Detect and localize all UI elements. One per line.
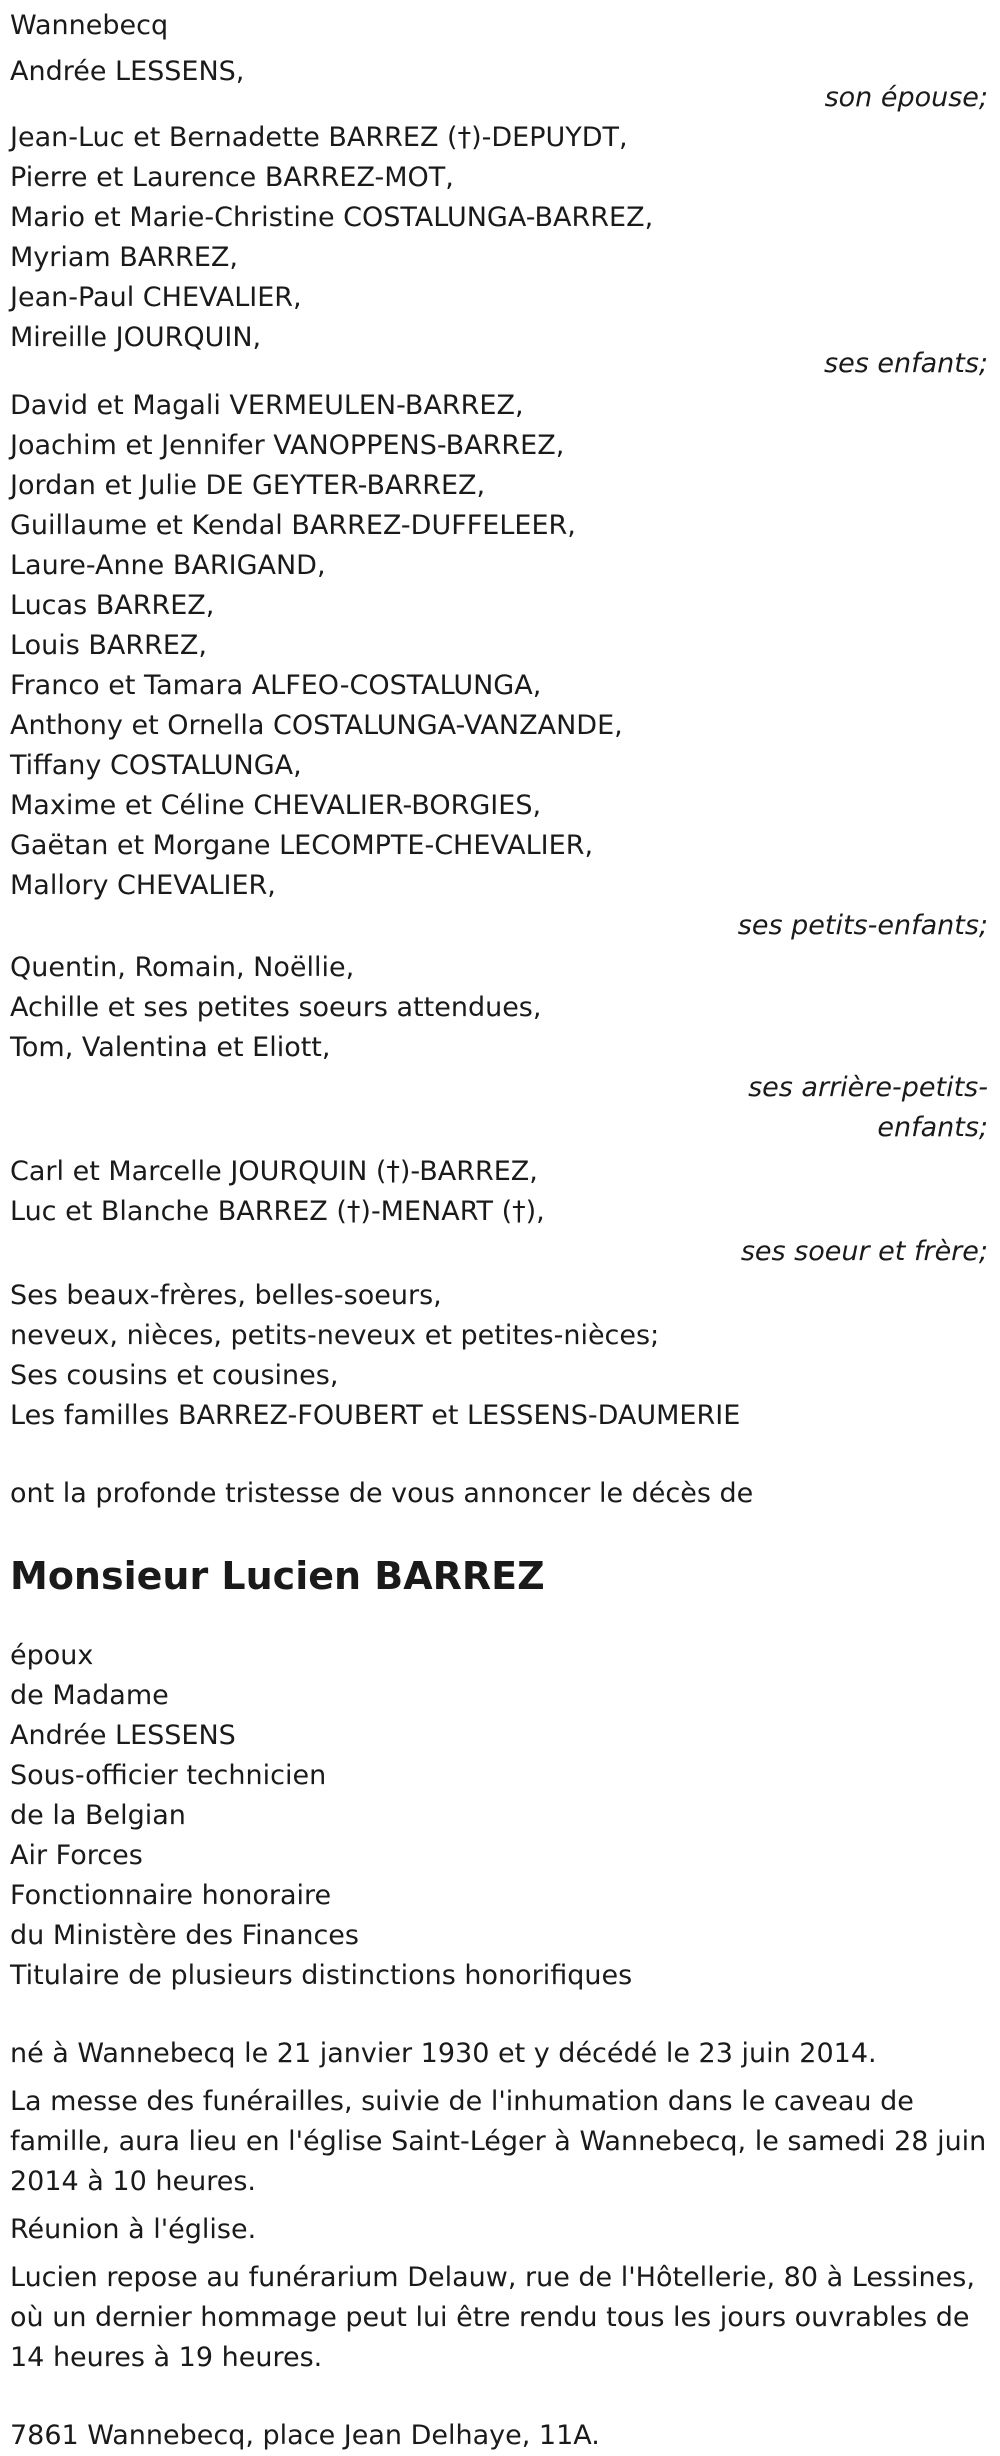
repose-info: Lucien repose au funérarium Delauw, rue de l'Hôtellerie, 80 à Lessines, où un dernier hommage peut lui être rendu tous les jours ouvrables de 14 heures à 19 heures.	[10, 2262, 975, 2373]
title-line: de la Belgian	[10, 1800, 186, 1831]
title-line: Fonctionnaire honoraire	[10, 1880, 332, 1911]
titles-block	[10, 1636, 988, 1996]
other-relatives: Ses beaux-frères, belles-soeurs,	[10, 1280, 442, 1311]
great-grandchild-name: Achille et ses petites soeurs attendues,	[10, 992, 542, 1023]
child-name: Jean-Luc et Bernadette BARREZ (†)-DEPUYDT,	[10, 122, 628, 153]
grandchildren-block	[10, 386, 988, 946]
other-relatives: neveux, nièces, petits-neveux et petites-nièces;	[10, 1320, 660, 1351]
grandchild-name: Jordan et Julie DE GEYTER-BARREZ,	[10, 470, 486, 501]
grandchild-name: Maxime et Céline CHEVALIER-BORGIES,	[10, 790, 542, 821]
sibling-name: Luc et Blanche BARREZ (†)-MENART (†),	[10, 1196, 545, 1227]
child-name: Mario et Marie-Christine COSTALUNGA-BARREZ,	[10, 202, 654, 233]
title-line: du Ministère des Finances	[10, 1920, 359, 1951]
grandchild-name: Mallory CHEVALIER,	[10, 870, 276, 901]
grandchild-name: Franco et Tamara ALFEO-COSTALUNGA,	[10, 670, 542, 701]
other-relatives: Ses cousins et cousines,	[10, 1360, 339, 1391]
title-line: Sous-officier technicien	[10, 1760, 327, 1791]
title-line: de Madame	[10, 1680, 169, 1711]
great-grandchildren-role-line2: enfants;	[877, 1112, 988, 1143]
great-grandchild-name: Quentin, Romain, Noëllie,	[10, 952, 355, 983]
grandchild-name: Tiffany COSTALUNGA,	[10, 750, 302, 781]
grandchild-name: Joachim et Jennifer VANOPPENS-BARREZ,	[10, 430, 565, 461]
grandchildren-role: ses petits-enfants;	[737, 910, 988, 941]
grandchild-name: Gaëtan et Morgane LECOMPTE-CHEVALIER,	[10, 830, 594, 861]
children-block	[10, 118, 988, 384]
spouse-role: son épouse;	[824, 82, 988, 113]
title-line: Air Forces	[10, 1840, 143, 1871]
spouse-name: Andrée LESSENS,	[10, 56, 245, 87]
deceased-name: Monsieur Lucien BARREZ	[10, 1554, 545, 1598]
funeral-info: La messe des funérailles, suivie de l'inhumation dans le caveau de famille, aura lieu en l'église Saint-Léger à Wannebecq, le samedi 28 juin 2014 à 10 heures.	[10, 2086, 987, 2197]
birth-death: né à Wannebecq le 21 janvier 1930 et y décédé le 23 juin 2014.	[10, 2038, 877, 2069]
great-grandchildren-block	[10, 948, 988, 1148]
header-block	[10, 6, 988, 118]
other-relatives: Les familles BARREZ-FOUBERT et LESSENS-DAUMERIE	[10, 1400, 741, 1431]
grandchild-name: Laure-Anne BARIGAND,	[10, 550, 326, 581]
siblings-block	[10, 1152, 988, 1272]
siblings-role: ses soeur et frère;	[740, 1236, 988, 1267]
title-line: Andrée LESSENS	[10, 1720, 236, 1751]
child-name: Jean-Paul CHEVALIER,	[10, 282, 302, 313]
address: 7861 Wannebecq, place Jean Delhaye, 11A.	[10, 2420, 600, 2451]
grandchild-name: Lucas BARREZ,	[10, 590, 215, 621]
child-name: Myriam BARREZ,	[10, 242, 238, 273]
child-name: Pierre et Laurence BARREZ-MOT,	[10, 162, 454, 193]
title-line: Titulaire de plusieurs distinctions honorifiques	[10, 1960, 633, 1991]
meeting-info: Réunion à l'église.	[10, 2214, 257, 2245]
children-role: ses enfants;	[824, 348, 988, 379]
grandchild-name: Louis BARREZ,	[10, 630, 208, 661]
grandchild-name: Guillaume et Kendal BARREZ-DUFFELEER,	[10, 510, 576, 541]
grandchild-name: Anthony et Ornella COSTALUNGA-VANZANDE,	[10, 710, 623, 741]
great-grandchild-name: Tom, Valentina et Eliott,	[10, 1032, 331, 1063]
town: Wannebecq	[10, 10, 169, 41]
title-line: époux	[10, 1640, 94, 1671]
obituary-page	[0, 6, 988, 2456]
child-name: Mireille JOURQUIN,	[10, 322, 262, 353]
grandchild-name: David et Magali VERMEULEN-BARREZ,	[10, 390, 524, 421]
sibling-name: Carl et Marcelle JOURQUIN (†)-BARREZ,	[10, 1156, 538, 1187]
announcement: ont la profonde tristesse de vous annoncer le décès de	[10, 1478, 754, 1509]
others-block	[10, 1276, 988, 1436]
great-grandchildren-role-line1: ses arrière-petits-	[748, 1072, 988, 1103]
